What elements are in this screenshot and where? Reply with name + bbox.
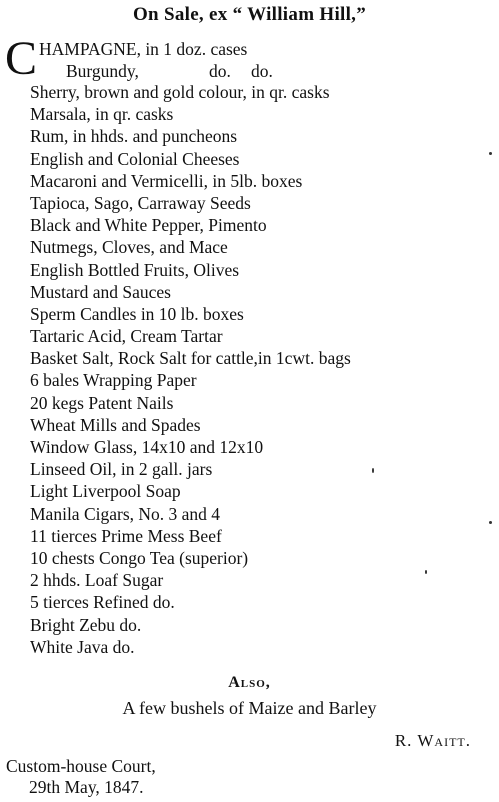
second-item-ditto-1: do.: [209, 61, 231, 81]
goods-item: Linseed Oil, in 2 gall. jars: [30, 459, 213, 480]
goods-item: Mustard and Sauces: [30, 281, 171, 302]
goods-item: Manila Cigars, No. 3 and 4: [30, 503, 221, 524]
also-heading: Also,: [228, 674, 271, 691]
goods-item: Bright Zebu do.: [30, 614, 142, 635]
address-date: 29th May, 1847.: [29, 777, 144, 797]
goods-list: [30, 81, 351, 658]
first-item-text: HAMPAGNE, in 1 doz. cases: [39, 39, 248, 59]
goods-item: 2 hhds. Loaf Sugar: [30, 570, 164, 591]
also-item: A few bushels of Maize and Barley: [122, 698, 377, 718]
goods-item: 5 tierces Refined do.: [30, 592, 175, 613]
address-place: Custom-house Court,: [6, 756, 156, 776]
goods-item: Window Glass, 14x10 and 12x10: [30, 437, 264, 457]
print-speck: [372, 468, 374, 473]
goods-item: 20 kegs Patent Nails: [30, 392, 174, 413]
goods-item: 11 tierces Prime Mess Beef: [30, 525, 222, 546]
goods-item: 6 bales Wrapping Paper: [30, 370, 197, 391]
address-block: [6, 756, 156, 798]
drop-cap-letter: C: [5, 32, 38, 85]
print-speck: [489, 521, 492, 524]
advert-heading: On Sale, ex “ William Hill,”: [132, 4, 367, 25]
print-speck: [489, 152, 492, 155]
second-item-ditto-2: do.: [251, 61, 273, 81]
goods-item: Tapioca, Sago, Carraway Seeds: [30, 192, 251, 213]
goods-item: White Java do.: [30, 636, 135, 657]
goods-item: Light Liverpool Soap: [30, 481, 181, 502]
goods-item: Sperm Candles in 10 lb. boxes: [30, 303, 244, 324]
goods-item: Marsala, in qr. casks: [30, 104, 174, 125]
goods-item: Sherry, brown and gold colour, in qr. casks: [30, 82, 330, 102]
goods-item: Wheat Mills and Spades: [30, 414, 201, 435]
goods-item: Rum, in hhds. and puncheons: [30, 126, 238, 147]
goods-item: English and Colonial Cheeses: [30, 148, 240, 169]
second-item-name: Burgundy,: [66, 61, 139, 81]
goods-item: 10 chests Congo Tea (superior): [30, 547, 249, 568]
second-item: [66, 60, 273, 82]
goods-item: Nutmegs, Cloves, and Mace: [30, 237, 228, 258]
goods-item: Tartaric Acid, Cream Tartar: [30, 326, 223, 347]
goods-item: Macaroni and Vermicelli, in 5lb. boxes: [30, 170, 303, 191]
merchant-signature: R. Waitt.: [394, 731, 471, 750]
print-speck: [425, 570, 427, 574]
goods-item: Basket Salt, Rock Salt for cattle,in 1cwt. bags: [30, 348, 351, 369]
goods-item: Black and White Pepper, Pimento: [30, 215, 267, 236]
goods-item: English Bottled Fruits, Olives: [30, 259, 240, 280]
